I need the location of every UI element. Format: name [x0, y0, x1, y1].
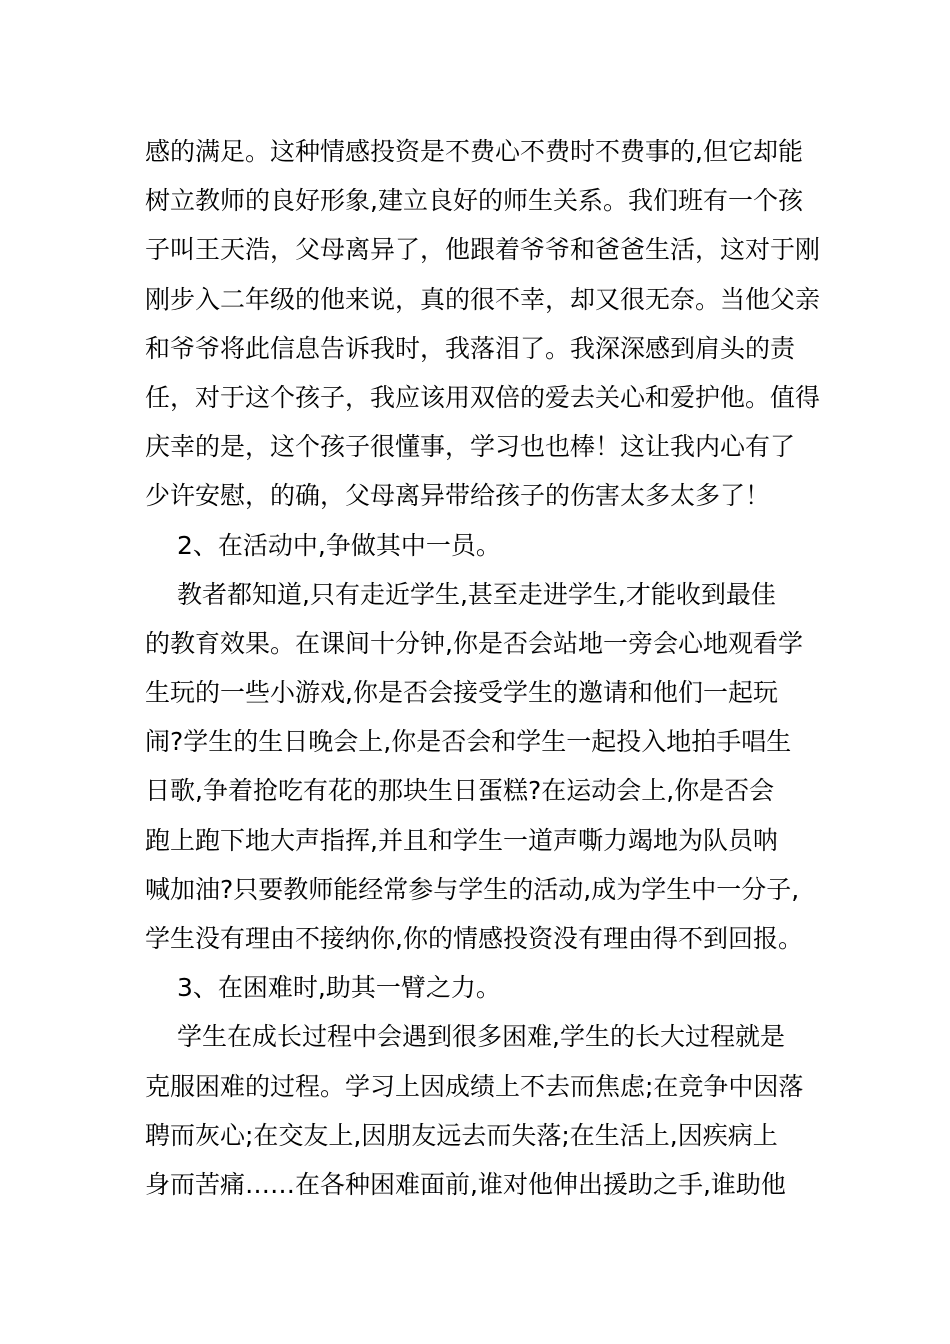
text-line: 教者都知道,只有走近学生,甚至走进学生,才能收到最佳 [177, 579, 776, 609]
section-heading: 3、在困难时,助其一臂之力。 [177, 973, 501, 1003]
text-line: 和爷爷将此信息告诉我时，我落泪了。我深深感到肩头的责 [145, 333, 796, 363]
text-line: 刚步入二年级的他来说，真的很不幸，却又很无奈。当他父亲 [145, 284, 821, 314]
text-line: 任，对于这个孩子，我应该用双倍的爱去关心和爱护他。值得 [145, 382, 821, 412]
text-line: 子叫王天浩，父母离异了，他跟着爷爷和爸爸生活，这对于刚 [145, 235, 821, 265]
text-line: 感的满足。这种情感投资是不费心不费时不费事的,但它却能 [145, 137, 803, 166]
text-line: 跑上跑下地大声指挥,并且和学生一道声嘶力竭地为队员呐 [145, 825, 778, 855]
text-line: 日歌,争着抢吃有花的那块生日蛋糕?在运动会上,你是否会 [145, 776, 775, 806]
text-line: 喊加油?只要教师能经常参与学生的活动,成为学生中一分子, [145, 874, 800, 904]
text-line: 生玩的一些小游戏,你是否会接受学生的邀请和他们一起玩 [145, 678, 778, 708]
text-line: 学生没有理由不接纳你,你的情感投资没有理由得不到回报。 [145, 924, 803, 953]
text-line: 克服困难的过程。学习上因成绩上不去而焦虑;在竞争中因落 [145, 1071, 804, 1101]
text-line: 少许安慰，的确，父母离异带给孩子的伤害太多太多了！ [145, 481, 771, 511]
text-line: 闹?学生的生日晚会上,你是否会和学生一起投入地拍手唱生 [145, 727, 792, 757]
text-line: 身而苦痛……在各种困难面前,谁对他伸出援助之手,谁助他 [145, 1169, 786, 1199]
text-line: 的教育效果。在课间十分钟,你是否会站地一旁会心地观看学 [145, 628, 803, 658]
text-line: 学生在成长过程中会遇到很多困难,学生的长大过程就是 [177, 1022, 785, 1052]
text-line: 树立教师的良好形象,建立良好的师生关系。我们班有一个孩 [145, 186, 803, 216]
document-body [145, 127, 820, 1209]
text-line: 聘而灰心;在交友上,因朋友远去而失落;在生活上,因疾病上 [145, 1120, 778, 1150]
section-heading: 2、在活动中,争做其中一员。 [177, 530, 501, 560]
text-line: 庆幸的是，这个孩子很懂事，学习也也棒！这让我内心有了 [145, 432, 796, 462]
